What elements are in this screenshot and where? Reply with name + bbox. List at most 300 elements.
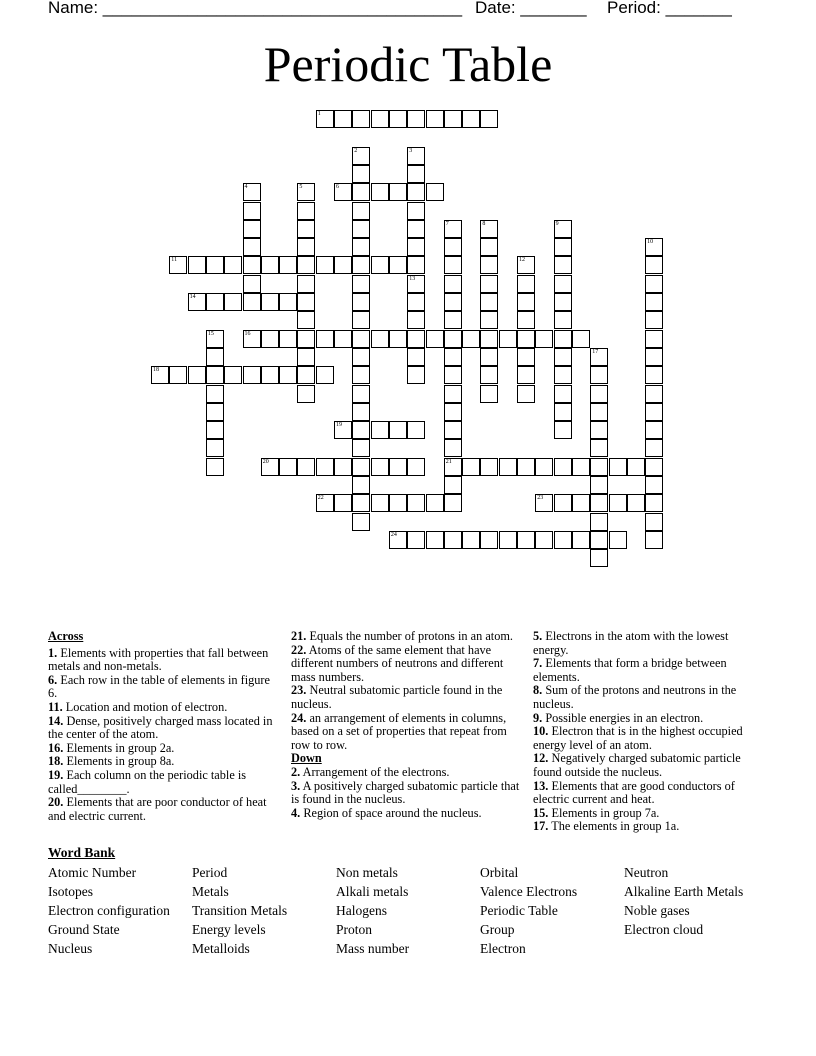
crossword-cell[interactable] bbox=[426, 183, 444, 201]
crossword-cell[interactable] bbox=[590, 476, 608, 494]
word-bank-item: Proton bbox=[336, 922, 373, 937]
crossword-cell[interactable] bbox=[389, 458, 407, 476]
crossword-cell[interactable] bbox=[590, 385, 608, 403]
word-bank-item: Metals bbox=[192, 884, 229, 899]
crossword-cell[interactable] bbox=[462, 330, 480, 348]
clue-number: 3 bbox=[409, 147, 413, 154]
crossword-cell[interactable] bbox=[297, 311, 315, 329]
crossword-cell[interactable] bbox=[352, 220, 370, 238]
crossword-cell[interactable] bbox=[627, 494, 645, 512]
clue-number: 23 bbox=[537, 495, 544, 502]
crossword-cell[interactable] bbox=[243, 220, 261, 238]
crossword-cell[interactable] bbox=[407, 421, 425, 439]
crossword-cell[interactable] bbox=[444, 421, 462, 439]
crossword-cell[interactable] bbox=[590, 549, 608, 567]
down-heading: Down bbox=[291, 751, 322, 766]
crossword-cell[interactable] bbox=[590, 494, 608, 512]
crossword-cell[interactable] bbox=[261, 366, 279, 384]
clue-across-22: 22. Atoms of the same element that have different numbers of neutrons and different mass numbers. bbox=[291, 642, 504, 684]
crossword-cell[interactable] bbox=[407, 275, 425, 293]
word-bank-item: Electron bbox=[480, 941, 526, 956]
crossword-cell[interactable] bbox=[297, 293, 315, 311]
crossword-cell[interactable] bbox=[462, 458, 480, 476]
crossword-cell[interactable] bbox=[480, 458, 498, 476]
crossword-cell[interactable] bbox=[554, 403, 572, 421]
crossword-cell[interactable] bbox=[261, 293, 279, 311]
crossword-cell[interactable] bbox=[352, 183, 370, 201]
crossword-cell[interactable] bbox=[554, 238, 572, 256]
crossword-cell[interactable] bbox=[407, 330, 425, 348]
crossword-cell[interactable] bbox=[297, 275, 315, 293]
crossword-cell[interactable] bbox=[279, 330, 297, 348]
crossword-cell[interactable] bbox=[444, 238, 462, 256]
crossword-cell[interactable] bbox=[517, 366, 535, 384]
crossword-cell[interactable] bbox=[371, 256, 389, 274]
crossword-cell[interactable] bbox=[334, 183, 352, 201]
crossword-cell[interactable] bbox=[444, 311, 462, 329]
crossword-cell[interactable] bbox=[517, 348, 535, 366]
crossword-cell[interactable] bbox=[316, 494, 334, 512]
crossword-cell[interactable] bbox=[645, 403, 663, 421]
clue-down-9: 9. Possible energies in an electron. bbox=[533, 710, 704, 725]
crossword-cell[interactable] bbox=[352, 513, 370, 531]
crossword-cell[interactable] bbox=[316, 330, 334, 348]
crossword-cell[interactable] bbox=[572, 531, 590, 549]
crossword-cell[interactable] bbox=[261, 458, 279, 476]
clue-across-14: 14. Dense, positively charged mass located in the center of the atom. bbox=[48, 713, 273, 742]
crossword-cell[interactable] bbox=[444, 476, 462, 494]
crossword-cell[interactable] bbox=[407, 531, 425, 549]
crossword-cell[interactable] bbox=[645, 275, 663, 293]
clue-across-19: 19. Each column on the periodic table is called________. bbox=[48, 767, 247, 796]
crossword-cell[interactable] bbox=[554, 421, 572, 439]
crossword-cell[interactable] bbox=[572, 494, 590, 512]
clue-number: 1 bbox=[317, 111, 321, 117]
crossword-cell[interactable] bbox=[188, 256, 206, 274]
crossword-cell[interactable] bbox=[645, 311, 663, 329]
crossword-cell[interactable] bbox=[609, 531, 627, 549]
word-bank-item: Period bbox=[192, 865, 228, 880]
word-bank-item: Alkali metals bbox=[336, 884, 409, 899]
clue-number: 18 bbox=[153, 367, 159, 374]
word-bank-item: Nucleus bbox=[48, 941, 93, 956]
clue-down-17: 17. The elements in group 1a. bbox=[533, 819, 680, 834]
crossword-cell[interactable] bbox=[297, 220, 315, 238]
crossword-cell[interactable] bbox=[206, 458, 224, 476]
crossword-cell[interactable] bbox=[389, 421, 407, 439]
crossword-cell[interactable] bbox=[352, 238, 370, 256]
crossword-cell[interactable] bbox=[645, 256, 663, 274]
crossword-cell[interactable] bbox=[590, 531, 608, 549]
crossword-cell[interactable] bbox=[297, 385, 315, 403]
crossword-cell[interactable] bbox=[480, 348, 498, 366]
crossword-cell[interactable] bbox=[517, 531, 535, 549]
clue-number: 13 bbox=[409, 275, 416, 282]
crossword-cell[interactable] bbox=[480, 110, 498, 128]
crossword-cell[interactable] bbox=[444, 330, 462, 348]
crossword-cell[interactable] bbox=[352, 293, 370, 311]
crossword-cell[interactable] bbox=[334, 421, 352, 439]
crossword-cell[interactable] bbox=[645, 238, 663, 256]
word-bank-item: Neutron bbox=[624, 865, 669, 880]
crossword-cell[interactable] bbox=[206, 366, 224, 384]
word-bank-item: Periodic Table bbox=[480, 903, 558, 918]
crossword-cell[interactable] bbox=[316, 256, 334, 274]
crossword-cell[interactable] bbox=[517, 311, 535, 329]
crossword-cell[interactable] bbox=[517, 458, 535, 476]
crossword-cell[interactable] bbox=[590, 513, 608, 531]
crossword-cell[interactable] bbox=[334, 494, 352, 512]
crossword-cell[interactable] bbox=[206, 385, 224, 403]
crossword-cell[interactable] bbox=[554, 385, 572, 403]
crossword-cell[interactable] bbox=[261, 256, 279, 274]
crossword-cell[interactable] bbox=[243, 293, 261, 311]
word-bank-item: Halogens bbox=[336, 903, 387, 918]
crossword-cell[interactable] bbox=[645, 458, 663, 476]
crossword-cell[interactable] bbox=[371, 183, 389, 201]
crossword-cell[interactable] bbox=[407, 238, 425, 256]
crossword-cell[interactable] bbox=[554, 275, 572, 293]
crossword-cell[interactable] bbox=[590, 458, 608, 476]
word-bank-title: Word Bank bbox=[48, 845, 116, 860]
word-bank-item: Group bbox=[480, 922, 515, 937]
crossword-cell[interactable] bbox=[517, 385, 535, 403]
clue-number: 9 bbox=[555, 220, 559, 227]
word-bank-item: Electron cloud bbox=[624, 922, 704, 937]
crossword-cell[interactable] bbox=[389, 494, 407, 512]
crossword-cell[interactable] bbox=[297, 238, 315, 256]
word-bank-item: Orbital bbox=[480, 865, 519, 880]
clues-column-1 bbox=[48, 630, 280, 823]
crossword-cell[interactable] bbox=[444, 293, 462, 311]
crossword-cell[interactable] bbox=[316, 458, 334, 476]
crossword-cell[interactable] bbox=[554, 256, 572, 274]
crossword-cell[interactable] bbox=[279, 458, 297, 476]
crossword-cell[interactable] bbox=[480, 330, 498, 348]
crossword-cell[interactable] bbox=[334, 256, 352, 274]
crossword-cell[interactable] bbox=[371, 110, 389, 128]
clue-down-5: 5. Electrons in the atom with the lowest energy. bbox=[533, 629, 729, 657]
clue-number: 4 bbox=[244, 184, 248, 191]
crossword-cell[interactable] bbox=[352, 494, 370, 512]
crossword-cell[interactable] bbox=[407, 202, 425, 220]
crossword-cell[interactable] bbox=[188, 366, 206, 384]
word-bank-item: Atomic Number bbox=[48, 865, 137, 880]
crossword-cell[interactable] bbox=[334, 110, 352, 128]
crossword-cell[interactable] bbox=[627, 458, 645, 476]
clue-down-2: 2. Arrangement of the electrons. bbox=[291, 764, 450, 779]
crossword-cell[interactable] bbox=[352, 366, 370, 384]
crossword-cell[interactable] bbox=[316, 366, 334, 384]
crossword-cell[interactable] bbox=[517, 275, 535, 293]
clue-down-13: 13. Elements that are good conductors of electric current and heat. bbox=[533, 778, 735, 807]
period-field[interactable]: Period: _______ bbox=[607, 0, 732, 17]
crossword-cell[interactable] bbox=[352, 256, 370, 274]
crossword-cell[interactable] bbox=[517, 330, 535, 348]
crossword-cell[interactable] bbox=[645, 348, 663, 366]
crossword-cell[interactable] bbox=[407, 348, 425, 366]
word-bank-item: Energy levels bbox=[192, 922, 266, 937]
crossword-cell[interactable] bbox=[572, 458, 590, 476]
crossword-cell[interactable] bbox=[407, 183, 425, 201]
crossword-cell[interactable] bbox=[480, 311, 498, 329]
crossword-cell[interactable] bbox=[206, 330, 224, 348]
crossword-cell[interactable] bbox=[554, 494, 572, 512]
crossword-cell[interactable] bbox=[554, 220, 572, 238]
crossword-cell[interactable] bbox=[243, 256, 261, 274]
crossword-cell[interactable] bbox=[389, 531, 407, 549]
crossword-cell[interactable] bbox=[407, 147, 425, 165]
crossword-cell[interactable] bbox=[224, 366, 242, 384]
clue-across-11: 11. Location and motion of electron. bbox=[48, 699, 228, 714]
crossword-cell[interactable] bbox=[316, 110, 334, 128]
crossword-cell[interactable] bbox=[444, 494, 462, 512]
word-bank-item: Isotopes bbox=[48, 884, 93, 899]
clue-number: 10 bbox=[647, 239, 654, 246]
crossword-cell[interactable] bbox=[444, 348, 462, 366]
clue-across-6: 6. Each row in the table of elements in figure 6. bbox=[48, 672, 270, 701]
crossword-cell[interactable] bbox=[352, 439, 370, 457]
crossword-cell[interactable] bbox=[480, 220, 498, 238]
crossword-cell[interactable] bbox=[480, 293, 498, 311]
crossword-cell[interactable] bbox=[206, 439, 224, 457]
clue-down-7: 7. Elements that form a bridge between elements. bbox=[533, 656, 727, 684]
crossword-cell[interactable] bbox=[352, 476, 370, 494]
clue-across-16: 16. Elements in group 2a. bbox=[48, 740, 175, 755]
crossword-cell[interactable] bbox=[535, 330, 553, 348]
crossword-cell[interactable] bbox=[554, 311, 572, 329]
crossword-cell[interactable] bbox=[352, 330, 370, 348]
crossword-cell[interactable] bbox=[407, 311, 425, 329]
crossword-cell[interactable] bbox=[517, 256, 535, 274]
crossword-cell[interactable] bbox=[206, 403, 224, 421]
crossword-cell[interactable] bbox=[426, 330, 444, 348]
clue-number: 17 bbox=[592, 348, 599, 355]
crossword-cell[interactable] bbox=[444, 256, 462, 274]
crossword-cell[interactable] bbox=[444, 385, 462, 403]
crossword-cell[interactable] bbox=[389, 110, 407, 128]
crossword-cell[interactable] bbox=[499, 531, 517, 549]
crossword-cell[interactable] bbox=[169, 256, 187, 274]
crossword-cell[interactable] bbox=[371, 330, 389, 348]
clues-column-2 bbox=[291, 630, 527, 820]
crossword-cell[interactable] bbox=[590, 421, 608, 439]
crossword-cell[interactable] bbox=[297, 330, 315, 348]
crossword-cell[interactable] bbox=[206, 348, 224, 366]
crossword-cell[interactable] bbox=[389, 330, 407, 348]
crossword-cell[interactable] bbox=[151, 366, 169, 384]
crossword-cell[interactable] bbox=[297, 256, 315, 274]
crossword-cell[interactable] bbox=[480, 275, 498, 293]
crossword-cell[interactable] bbox=[535, 458, 553, 476]
crossword-cell[interactable] bbox=[462, 110, 480, 128]
crossword-cell[interactable] bbox=[279, 293, 297, 311]
crossword-cell[interactable] bbox=[169, 366, 187, 384]
crossword-cell[interactable] bbox=[334, 458, 352, 476]
crossword-cell[interactable] bbox=[407, 293, 425, 311]
crossword-cell[interactable] bbox=[371, 458, 389, 476]
crossword-cell[interactable] bbox=[645, 330, 663, 348]
crossword-cell[interactable] bbox=[352, 403, 370, 421]
crossword-cell[interactable] bbox=[645, 385, 663, 403]
crossword-cell[interactable] bbox=[590, 403, 608, 421]
crossword-cell[interactable] bbox=[371, 494, 389, 512]
clue-number: 7 bbox=[445, 220, 449, 227]
crossword-cell[interactable] bbox=[279, 256, 297, 274]
clue-number: 21 bbox=[445, 458, 452, 465]
crossword-cell[interactable] bbox=[590, 348, 608, 366]
date-field[interactable]: Date: _______ bbox=[475, 0, 587, 17]
crossword-cell[interactable] bbox=[554, 366, 572, 384]
clue-number: 16 bbox=[244, 330, 251, 337]
clue-across-23: 23. Neutral subatomic particle found in the nucleus. bbox=[291, 683, 503, 711]
crossword-cell[interactable] bbox=[352, 385, 370, 403]
crossword-cell[interactable] bbox=[645, 513, 663, 531]
crossword-cell[interactable] bbox=[407, 458, 425, 476]
crossword-cell[interactable] bbox=[243, 275, 261, 293]
clue-down-15: 15. Elements in group 7a. bbox=[533, 805, 660, 820]
crossword-cell[interactable] bbox=[297, 366, 315, 384]
crossword-cell[interactable] bbox=[590, 366, 608, 384]
crossword-cell[interactable] bbox=[188, 293, 206, 311]
crossword-cell[interactable] bbox=[407, 256, 425, 274]
crossword-cell[interactable] bbox=[297, 202, 315, 220]
crossword-cell[interactable] bbox=[389, 183, 407, 201]
crossword-cell[interactable] bbox=[572, 330, 590, 348]
crossword-cell[interactable] bbox=[279, 366, 297, 384]
crossword-cell[interactable] bbox=[609, 494, 627, 512]
clues-column-3 bbox=[533, 630, 759, 834]
crossword-cell[interactable] bbox=[243, 202, 261, 220]
crossword-cell[interactable] bbox=[480, 531, 498, 549]
clue-down-10: 10. Electron that is in the highest occupied energy level of an atom. bbox=[533, 724, 743, 752]
crossword-cell[interactable] bbox=[426, 531, 444, 549]
crossword-cell[interactable] bbox=[389, 256, 407, 274]
crossword-cell[interactable] bbox=[426, 110, 444, 128]
crossword-cell[interactable] bbox=[407, 494, 425, 512]
crossword-cell[interactable] bbox=[645, 494, 663, 512]
crossword-cell[interactable] bbox=[352, 421, 370, 439]
crossword-cell[interactable] bbox=[297, 348, 315, 366]
crossword-cell[interactable] bbox=[645, 531, 663, 549]
crossword-cell[interactable] bbox=[352, 275, 370, 293]
clue-number: 11 bbox=[171, 257, 178, 264]
clue-number: 5 bbox=[299, 184, 303, 191]
crossword-cell[interactable] bbox=[352, 165, 370, 183]
crossword-cell[interactable] bbox=[444, 458, 462, 476]
crossword-cell[interactable] bbox=[554, 330, 572, 348]
clue-across-1: 1. Elements with properties that fall between metals and non-metals. bbox=[48, 645, 269, 674]
crossword-cell[interactable] bbox=[645, 366, 663, 384]
crossword-cell[interactable] bbox=[645, 439, 663, 457]
crossword-cell[interactable] bbox=[407, 220, 425, 238]
crossword-cell[interactable] bbox=[462, 531, 480, 549]
crossword-cell[interactable] bbox=[297, 458, 315, 476]
crossword-cell[interactable] bbox=[480, 366, 498, 384]
crossword-cell[interactable] bbox=[499, 458, 517, 476]
clue-number: 15 bbox=[207, 330, 214, 337]
crossword-cell[interactable] bbox=[609, 458, 627, 476]
crossword-cell[interactable] bbox=[352, 311, 370, 329]
crossword-cell[interactable] bbox=[645, 476, 663, 494]
crossword-cell[interactable] bbox=[590, 439, 608, 457]
crossword-cell[interactable] bbox=[480, 238, 498, 256]
name-field[interactable]: Name: ______________________________________ bbox=[48, 0, 463, 17]
clue-across-21: 21. Equals the number of protons in an atom. bbox=[291, 629, 513, 643]
crossword-cell[interactable] bbox=[645, 421, 663, 439]
crossword-cell[interactable] bbox=[243, 330, 261, 348]
crossword-cell[interactable] bbox=[206, 293, 224, 311]
crossword-cell[interactable] bbox=[444, 275, 462, 293]
clue-down-8: 8. Sum of the protons and neutrons in the nucleus. bbox=[533, 683, 737, 711]
crossword-cell[interactable] bbox=[297, 183, 315, 201]
across-heading: Across bbox=[48, 629, 84, 643]
crossword-cell[interactable] bbox=[499, 330, 517, 348]
clue-number: 12 bbox=[519, 257, 525, 264]
word-bank-item: Alkaline Earth Metals bbox=[624, 884, 744, 899]
word-bank-item: Transition Metals bbox=[192, 903, 288, 918]
crossword-cell[interactable] bbox=[517, 293, 535, 311]
crossword-cell[interactable] bbox=[444, 531, 462, 549]
crossword-cell[interactable] bbox=[444, 403, 462, 421]
crossword-cell[interactable] bbox=[224, 293, 242, 311]
crossword-cell[interactable] bbox=[352, 110, 370, 128]
word-bank-item: Mass number bbox=[336, 941, 410, 956]
crossword-cell[interactable] bbox=[554, 348, 572, 366]
clue-number: 6 bbox=[336, 184, 339, 191]
crossword-cell[interactable] bbox=[480, 385, 498, 403]
crossword-cell[interactable] bbox=[334, 330, 352, 348]
crossword-cell[interactable] bbox=[535, 494, 553, 512]
page-title: Periodic Table bbox=[263, 36, 553, 92]
clue-number: 19 bbox=[336, 422, 342, 429]
clue-number: 22 bbox=[317, 495, 324, 502]
crossword-cell[interactable] bbox=[444, 439, 462, 457]
crossword-cell[interactable] bbox=[407, 110, 425, 128]
crossword-cell[interactable] bbox=[554, 531, 572, 549]
clue-number: 24 bbox=[390, 531, 397, 538]
clue-down-4: 4. Region of space around the nucleus. bbox=[291, 805, 482, 820]
crossword-cell[interactable] bbox=[243, 183, 261, 201]
crossword-cell[interactable] bbox=[352, 147, 370, 165]
crossword-cell[interactable] bbox=[352, 202, 370, 220]
crossword-cell[interactable] bbox=[352, 458, 370, 476]
crossword-cell[interactable] bbox=[444, 366, 462, 384]
crossword-cell[interactable] bbox=[444, 220, 462, 238]
clue-number: 20 bbox=[262, 458, 269, 465]
word-bank-item: Electron configuration bbox=[48, 903, 170, 918]
crossword-cell[interactable] bbox=[480, 256, 498, 274]
crossword-cell[interactable] bbox=[554, 458, 572, 476]
crossword-cell[interactable] bbox=[645, 293, 663, 311]
crossword-cell[interactable] bbox=[426, 494, 444, 512]
crossword-cell[interactable] bbox=[243, 366, 261, 384]
crossword-cell[interactable] bbox=[261, 330, 279, 348]
crossword-cell[interactable] bbox=[371, 421, 389, 439]
crossword-cell[interactable] bbox=[407, 165, 425, 183]
crossword-cell[interactable] bbox=[224, 256, 242, 274]
crossword-cell[interactable] bbox=[206, 256, 224, 274]
crossword-cell[interactable] bbox=[206, 421, 224, 439]
clue-down-3: 3. A positively charged subatomic particle that is found in the nucleus. bbox=[291, 778, 520, 807]
clue-number: 14 bbox=[189, 294, 196, 300]
crossword-cell[interactable] bbox=[243, 238, 261, 256]
crossword-cell[interactable] bbox=[535, 531, 553, 549]
crossword-cell[interactable] bbox=[444, 110, 462, 128]
crossword-cell[interactable] bbox=[352, 348, 370, 366]
crossword-cell[interactable] bbox=[407, 366, 425, 384]
crossword-cell[interactable] bbox=[554, 293, 572, 311]
